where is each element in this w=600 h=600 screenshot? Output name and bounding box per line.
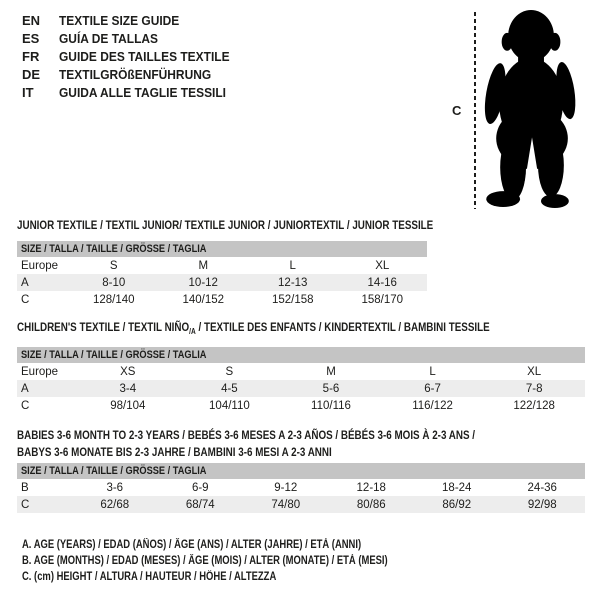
lang-row-de	[22, 66, 244, 84]
size-table-junior	[17, 241, 427, 308]
table-cell: 128/140	[92, 293, 135, 306]
table-row-height	[17, 496, 585, 513]
table-cell: 10-12	[188, 276, 218, 289]
table-row-height	[17, 397, 585, 414]
table-cell: 5-6	[322, 382, 340, 395]
children-title-prefix: CHILDREN'S TEXTILE / TEXTIL NIÑO	[17, 320, 190, 334]
note-height-cm: C. (cm) HEIGHT / ALTURA / HAUTEUR / HÖHE / ALTEZZA	[22, 571, 277, 583]
table-cell: 9-12	[274, 481, 298, 494]
table-cell: 62/68	[100, 498, 130, 511]
row-label: A	[21, 276, 29, 289]
table-cell: 80/86	[356, 498, 386, 511]
lang-text: TEXTILE SIZE GUIDE	[59, 13, 180, 28]
lang-code: FR	[22, 49, 40, 64]
lang-code: ES	[22, 31, 40, 46]
table-cell: 12-18	[356, 481, 386, 494]
table-cell: 7-8	[525, 382, 543, 395]
table-cell: M	[198, 259, 209, 272]
babies-table-title	[17, 427, 576, 461]
table-cell: 110/116	[311, 399, 351, 412]
lang-text: GUÍA DE TALLAS	[59, 31, 159, 46]
row-label: Europe	[21, 259, 59, 272]
note-age-months: B. AGE (MONTHS) / EDAD (MESES) / ÂGE (MOIS) / ALTER (MONATE) / ETÀ (MESI)	[22, 555, 388, 567]
table-cell: 74/80	[271, 498, 301, 511]
table-cell: 14-16	[367, 276, 397, 289]
table-cell: 92/98	[527, 498, 557, 511]
row-label: C	[21, 498, 30, 511]
table-cell: 158/170	[361, 293, 404, 306]
table-cell: XL	[527, 365, 542, 378]
table-cell: 140/152	[182, 293, 225, 306]
table-cell: XS	[120, 365, 136, 378]
table-row-age	[17, 380, 585, 397]
table-cell: 98/104	[110, 399, 146, 412]
table-row-age	[17, 274, 427, 291]
lang-row-es	[22, 30, 244, 48]
size-header-bar	[17, 347, 585, 363]
table-cell: 4-5	[221, 382, 238, 395]
lang-text: TEXTILGRÖßENFÜHRUNG	[59, 67, 212, 82]
row-label: A	[21, 382, 29, 395]
children-table-title	[17, 320, 490, 336]
size-header-label: SIZE / TALLA / TAILLE / GRÖSSE / TAGLIA	[21, 349, 207, 361]
babies-title-line1: BABIES 3-6 MONTH TO 2-3 YEARS / BEBÉS 3-6 MESES A 2-3 AÑOS / BÉBÉS 3-6 MOIS À 2-3 ANS /	[17, 428, 476, 442]
table-cell: 24-36	[527, 481, 557, 494]
table-cell: 68/74	[185, 498, 215, 511]
children-title-subscript: /A	[189, 327, 196, 336]
lang-text: GUIDA ALLE TAGLIE TESSILI	[59, 85, 227, 100]
table-cell: L	[289, 259, 296, 272]
lang-code: DE	[22, 67, 41, 82]
size-header-label: SIZE / TALLA / TAILLE / GRÖSSE / TAGLIA	[21, 243, 207, 255]
table-cell: 104/110	[209, 399, 250, 412]
table-row-height	[17, 291, 427, 308]
table-cell: 116/122	[412, 399, 453, 412]
size-header-bar	[17, 463, 585, 479]
table-cell: M	[326, 365, 336, 378]
junior-table-title: JUNIOR TEXTILE / TEXTIL JUNIOR/ TEXTILE JUNIOR / JUNIORTEXTIL / JUNIOR TESSILE	[17, 218, 434, 232]
lang-code: EN	[22, 13, 41, 28]
row-label: C	[21, 399, 30, 412]
table-cell: 3-4	[119, 382, 137, 395]
table-row-age-months	[17, 479, 585, 496]
lang-row-fr	[22, 48, 244, 66]
table-row-europe	[17, 363, 585, 380]
table-cell: 86/92	[442, 498, 472, 511]
table-cell: XL	[375, 259, 390, 272]
height-measure-label: C	[452, 103, 462, 118]
language-header	[22, 12, 244, 102]
lang-row-en	[22, 12, 244, 30]
table-cell: 18-24	[442, 481, 472, 494]
row-label: C	[21, 293, 30, 306]
row-label: B	[21, 481, 29, 494]
table-cell: 6-7	[424, 382, 441, 395]
table-cell: S	[225, 365, 234, 378]
size-header-label: SIZE / TALLA / TAILLE / GRÖSSE / TAGLIA	[21, 465, 207, 477]
legend-notes	[22, 537, 468, 585]
table-cell: 12-13	[278, 276, 308, 289]
table-cell: L	[429, 365, 436, 378]
lang-code: IT	[22, 85, 34, 100]
lang-row-it	[22, 84, 244, 102]
row-label: Europe	[21, 365, 59, 378]
table-cell: 122/128	[513, 399, 555, 412]
table-cell: 152/158	[271, 293, 314, 306]
babies-title-line2: BABYS 3-6 MONATE BIS 2-3 JAHRE / BAMBINI 3-6 MESI A 2-3 ANNI	[17, 445, 332, 459]
toddler-silhouette-icon	[476, 8, 596, 212]
size-header-bar	[17, 241, 427, 257]
table-cell: 3-6	[106, 481, 124, 494]
table-row-europe	[17, 257, 427, 274]
lang-text: GUIDE DES TAILLES TEXTILE	[59, 49, 230, 64]
table-cell: 6-9	[191, 481, 209, 494]
size-table-babies	[17, 463, 585, 513]
table-cell: 8-10	[102, 276, 126, 289]
table-cell: S	[109, 259, 118, 272]
note-age-years: A. AGE (YEARS) / EDAD (AÑOS) / ÂGE (ANS) / ALTER (JAHRE) / ETÀ (ANNI)	[22, 539, 362, 551]
children-title-suffix: / TEXTILE DES ENFANTS / KINDERTEXTIL / BAMBINI TESSILE	[195, 320, 490, 334]
size-table-children	[17, 347, 585, 414]
